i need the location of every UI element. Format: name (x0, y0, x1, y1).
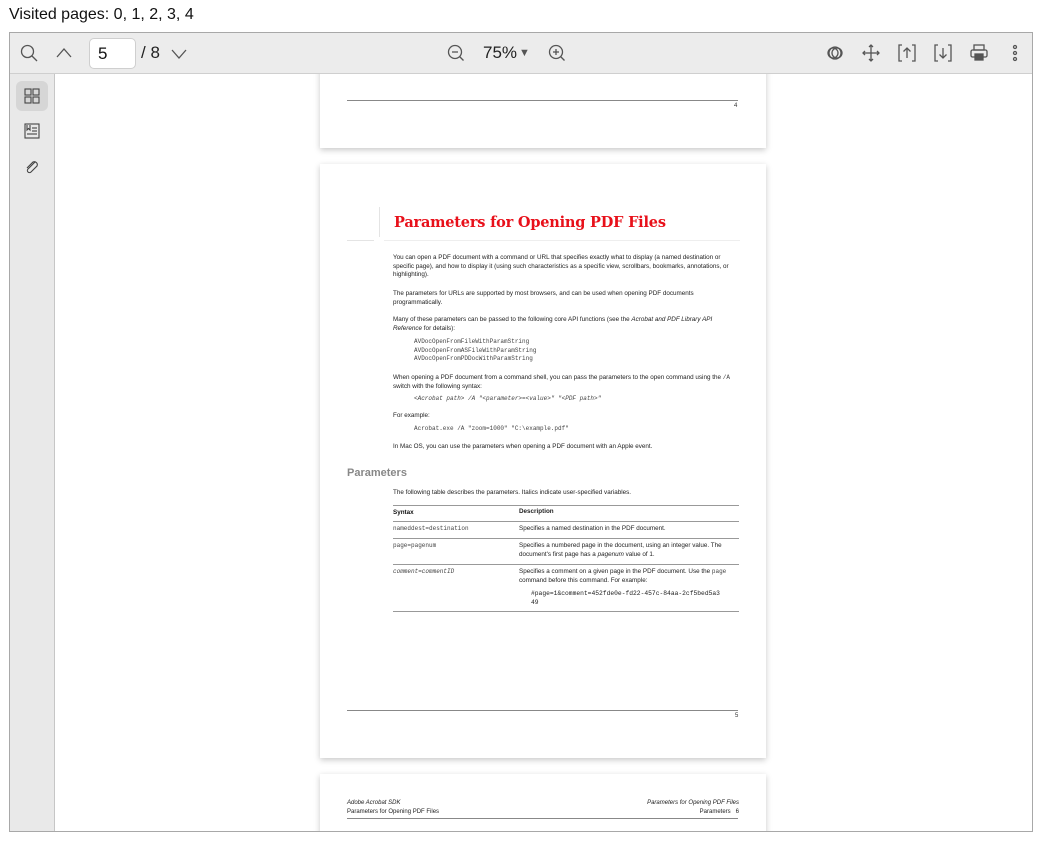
code-line: AVDocOpenFromFileWithParamString (414, 338, 530, 345)
text: When opening a PDF document from a command shell, you can pass the parameters to the open command using the (393, 374, 723, 381)
table-row (393, 564, 739, 612)
syntax-line: <Acrobat path> /A "<parameter>=<value>" "<PDF path>" (414, 395, 602, 402)
zoom-in-icon[interactable] (546, 42, 568, 64)
paragraph: The parameters for URLs are supported by most browsers, and can be used when opening PDF documents programmatically. (393, 290, 694, 306)
running-header: Parameters for Opening PDF Files (647, 800, 739, 806)
footer-rule (347, 100, 738, 101)
running-header: Parameters 6 (699, 809, 739, 815)
more-options-icon[interactable] (1004, 42, 1026, 64)
pdf-viewer (9, 32, 1033, 832)
download-icon[interactable] (932, 42, 954, 64)
search-icon[interactable] (18, 42, 40, 64)
page-down-icon[interactable] (168, 42, 190, 64)
title-rule-left (347, 240, 374, 241)
syntax-cell: page=pagenum (393, 542, 437, 549)
page-total: / 8 (141, 43, 160, 62)
text: for details): (422, 324, 455, 332)
page-number: 5 (735, 713, 739, 719)
paragraph: In Mac OS, you can use the parameters when opening a PDF document with an Apple event. (393, 443, 653, 450)
page-title: Parameters for Opening PDF Files (394, 214, 666, 231)
syntax-cell: comment=commentID (393, 568, 455, 575)
text: command before this command. For example: (519, 576, 648, 584)
description-cell (519, 542, 734, 559)
description-cell (519, 568, 734, 585)
page-number: 4 (734, 103, 738, 109)
title-divider (379, 207, 380, 237)
table-row (393, 538, 739, 564)
page-number-input[interactable] (89, 38, 136, 69)
description-cell: Specifies a named destination in the PDF document. (519, 525, 666, 532)
text: Specifies a comment on a given page in the PDF document. Use the (519, 568, 712, 575)
paragraph: You can open a PDF document with a command or URL that specifies exactly what to display (a named destination or specific page), and how to display it (using such characteristics as a specific view, scrollbars, bookmarks, annotations, or highlighting). (393, 254, 729, 279)
visited-pages-label: Visited pages: 0, 1, 2, 3, 4 (9, 6, 194, 23)
page-up-icon[interactable] (53, 42, 75, 64)
print-icon[interactable] (968, 42, 990, 64)
section-heading: Parameters (347, 467, 407, 479)
paperclip-icon (23, 158, 41, 176)
thumbnails-icon (23, 87, 41, 105)
example-code: #page=1&comment=452fde0e-fd22-457c-84aa-2cf5bed5a349 (531, 590, 720, 606)
example-line: Acrobat.exe /A "zoom=1000" "C:\example.pdf" (414, 425, 569, 432)
page-6 (320, 774, 766, 832)
outline-icon (23, 122, 41, 140)
paragraph (393, 374, 741, 391)
upload-icon[interactable] (896, 42, 918, 64)
toolbar (10, 33, 1032, 74)
code-line: AVDocOpenFromPDDocWithParamString (414, 355, 533, 363)
page-4 (320, 74, 766, 148)
text: switch with the following syntax: (393, 382, 482, 390)
sidebar-item-outline[interactable] (16, 116, 48, 146)
page-5 (320, 164, 766, 758)
sidebar-item-thumbnails[interactable] (16, 81, 48, 111)
api-function-list (414, 338, 536, 364)
zoom-level[interactable]: 75% (483, 43, 518, 62)
rotate-icon[interactable] (824, 42, 846, 64)
text: Many of these parameters can be passed to the following core API functions (see the (393, 316, 632, 323)
sidebar-item-attachments[interactable] (16, 152, 48, 182)
table-row (393, 521, 739, 538)
title-rule-right (384, 240, 740, 241)
zoom-out-icon[interactable] (445, 42, 467, 64)
table-header (393, 505, 739, 521)
code-line: AVDocOpenFromASFileWithParamString (414, 346, 537, 354)
footer-rule (347, 710, 738, 711)
running-header: Adobe Acrobat SDK (347, 800, 401, 806)
paragraph: For example: (393, 412, 430, 419)
sidebar (10, 74, 55, 832)
code: /A (722, 374, 730, 381)
text: value of 1. (623, 550, 655, 558)
running-header: Parameters for Opening PDF Files (347, 809, 440, 815)
table-intro: The following table describes the parameters. Italics indicate user-specified variables. (393, 489, 631, 496)
fit-page-icon[interactable] (860, 42, 882, 64)
document-canvas[interactable] (56, 74, 1033, 832)
emphasis: Acrobat and PDF Library API Reference (393, 316, 713, 332)
header-description: Description (519, 508, 554, 515)
zoom-dropdown-icon[interactable]: ▼ (519, 47, 530, 59)
code: page (711, 568, 727, 575)
emphasis: pagenum (597, 550, 624, 558)
syntax-cell: nameddest=destination (393, 525, 469, 532)
paragraph (393, 316, 741, 333)
text: Specifies a numbered page in the document, using an integer value. The document's first page has a (519, 542, 722, 558)
header-syntax: Syntax (393, 509, 414, 516)
header-rule (347, 818, 738, 819)
